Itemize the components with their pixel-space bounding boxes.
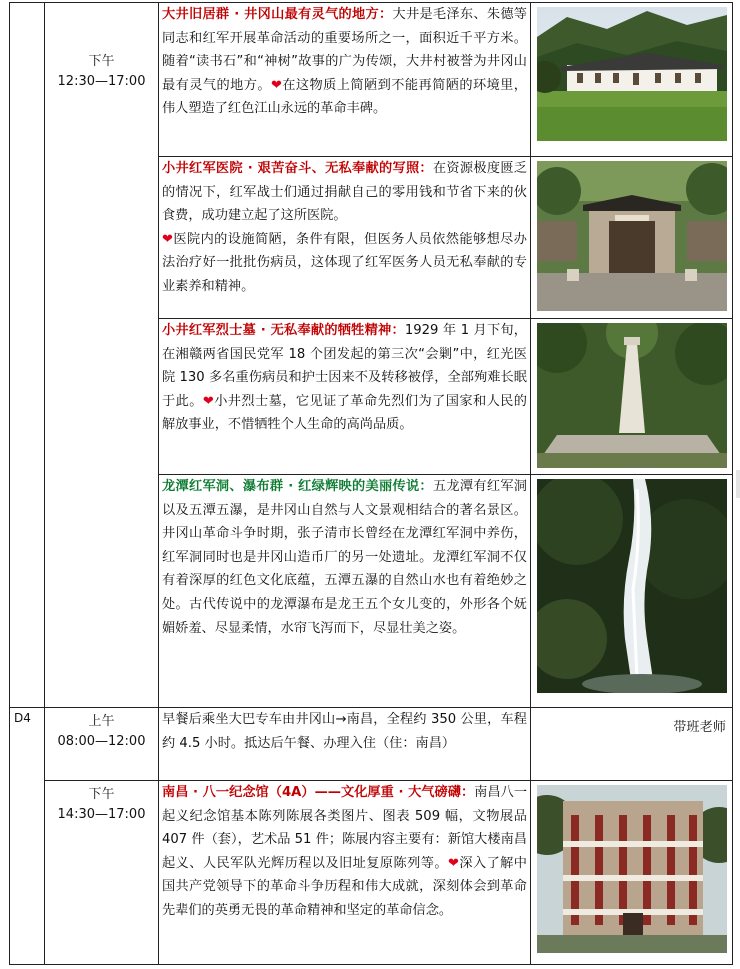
- bayi-memorial-photo: [537, 785, 727, 953]
- day-cell: [10, 708, 45, 965]
- attraction-title: 龙潭红军洞、瀑布群 · 红绿辉映的美丽传说：: [162, 479, 433, 494]
- time-range: 08:00—12:00: [57, 734, 146, 749]
- xiaojing-hospital-photo: [537, 161, 727, 311]
- heart-icon: ❤: [162, 231, 174, 247]
- attraction-text: 小井烈士墓，它见证了革命先烈们为了国家和人民的解放事业，不惜牺牲个人生命的高尚品质。: [162, 393, 527, 433]
- attraction-text: 深入了解中国共产党领导下的革命斗争历程和伟大成就，深刻体会到革命先辈们的英勇无畏的革命精神和坚定的革命信念。: [162, 855, 527, 918]
- table-row: [10, 781, 733, 965]
- time-cell: [45, 3, 159, 708]
- time-range: 12:30—17:00: [57, 74, 146, 89]
- table-row: [10, 3, 733, 157]
- day-label: D4: [14, 711, 31, 725]
- photo-cell: [531, 3, 733, 157]
- itinerary-table: [9, 2, 733, 965]
- time-cell: [45, 781, 159, 965]
- schedule-text: 早餐后乘坐大巴专车由井冈山→南昌，全程约 350 公里，车程约 4.5 小时。抵达后午餐、办理入住（住：南昌）: [162, 712, 527, 751]
- note-cell: [531, 708, 733, 781]
- scrollbar-thumb[interactable]: [736, 470, 740, 498]
- martyrs-tomb-photo: [537, 323, 727, 468]
- time-cell: [45, 708, 159, 781]
- time-range: 14:30—17:00: [57, 807, 146, 822]
- schedule-description: [159, 708, 531, 781]
- attraction-description: [159, 475, 531, 708]
- attraction-text: 1929 年 1 月下旬，在湘赣两省国民党军 18 个团发起的第三次“会剿”中，红光医院 130 多名重伤病员和护士因来不及转移被俘，全部殉难长眠于此。: [162, 323, 527, 409]
- attraction-description: [159, 3, 531, 157]
- day-cell: [10, 3, 45, 708]
- attraction-text: 医院内的设施简陋，条件有限，但医务人员依然能够想尽办法治疗好一批批伤病员，这体现了红军医务人员无私奉献的专业素养和精神。: [162, 231, 527, 294]
- dajing-residence-photo: [537, 7, 727, 141]
- attraction-text: 在这物质上简陋到不能再简陋的环境里，伟人塑造了红色江山永远的革命丰碑。: [162, 77, 527, 117]
- guide-note: 带班老师: [673, 720, 726, 735]
- table-row: [10, 708, 733, 781]
- attraction-description: [159, 781, 531, 965]
- attraction-text: 大井是毛泽东、朱德等同志和红军开展革命活动的重要场所之一，面积近千平方米。随着“读书石”和“神树”故事的广为传颂，大井村被誉为井冈山最有灵气的地方。: [162, 7, 527, 93]
- attraction-title: 南昌 · 八一纪念馆（4A）——文化厚重 · 大气磅礴：: [162, 785, 475, 800]
- heart-icon: ❤: [270, 77, 283, 93]
- attraction-title: 大井旧居群 · 井冈山最有灵气的地方：: [162, 7, 393, 22]
- photo-cell: [531, 475, 733, 708]
- attraction-text: 五龙潭有红军洞以及五潭五瀑，是井冈山自然与人文景观相结合的著名景区。井冈山革命斗争时期，张子清市长曾经在龙潭红军洞中养伤，红军洞同时也是井冈山造币厂的另一处遗址。龙潭红军洞不仅有着深厚的红色文化底蕴，五潭五瀑的自然山水也有着绝妙之处。古代传说中的龙潭瀑布是龙王五个女儿变的，外形各个妩媚娇羞、尽显柔情，水帘飞泻而下，尽显壮美之姿。: [162, 479, 527, 636]
- photo-cell: [531, 157, 733, 319]
- longtan-waterfall-photo: [537, 479, 727, 693]
- attraction-description: [159, 319, 531, 475]
- attraction-title: 小井红军医院 · 艰苦奋斗、无私奉献的写照：: [162, 161, 433, 176]
- heart-icon: ❤: [202, 393, 215, 409]
- photo-cell: [531, 319, 733, 475]
- attraction-text: 在资源极度匮乏的情况下，红军战士们通过捐献自己的零用钱和节省下来的伙食费，成功建立起了这所医院。: [162, 161, 527, 224]
- attraction-text: 南昌八一起义纪念馆基本陈列陈展各类图片、图表 509 幅，文物展品 407 件（套），艺术品 51 件；陈展内容主要有：新馆大楼南昌起义、人民军队光辉历程以及旧址复原陈列等。: [162, 785, 528, 871]
- attraction-title: 小井红军烈士墓 · 无私奉献的牺牲精神：: [162, 323, 405, 338]
- heart-icon: ❤: [448, 855, 460, 871]
- time-label: 下午: [88, 787, 115, 802]
- time-label: 上午: [88, 714, 115, 729]
- photo-cell: [531, 781, 733, 965]
- time-label: 下午: [88, 54, 115, 69]
- attraction-description: [159, 157, 531, 319]
